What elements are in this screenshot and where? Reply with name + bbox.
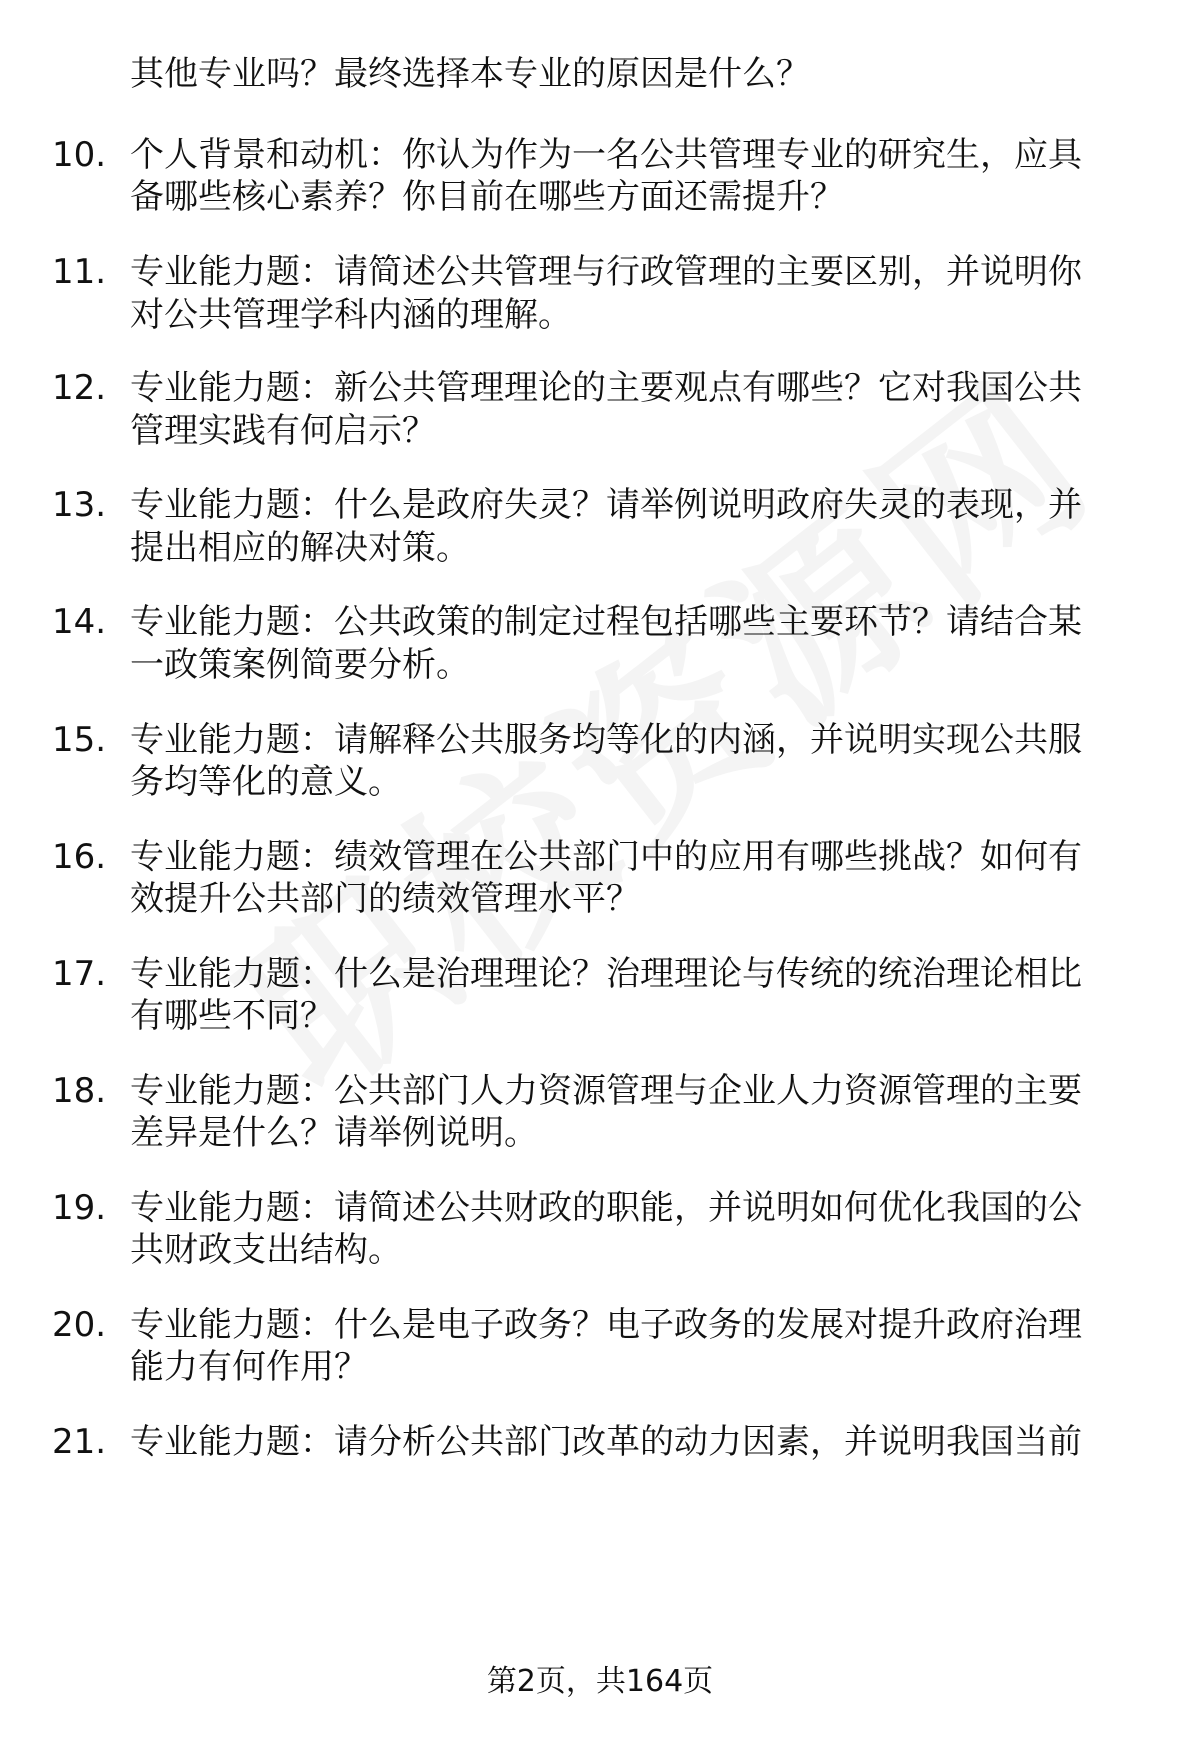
item-number: 13. <box>52 485 107 525</box>
item-number: 19. <box>52 1188 107 1228</box>
item-text-line1: 专业能力题：新公共管理理论的主要观点有哪些？它对我国公共 <box>130 368 1082 408</box>
item-text-line1: 专业能力题：公共部门人力资源管理与企业人力资源管理的主要 <box>130 1071 1082 1111</box>
item-text-line2: 有哪些不同？ <box>130 996 334 1036</box>
item-number: 21. <box>52 1422 107 1462</box>
item-text-line1: 专业能力题：请分析公共部门改革的动力因素，并说明我国当前 <box>130 1422 1082 1462</box>
item-text-line1: 专业能力题：请解释公共服务均等化的内涵，并说明实现公共服 <box>130 720 1082 760</box>
item-text-line2: 务均等化的意义。 <box>130 762 402 802</box>
item-number: 11. <box>52 252 107 292</box>
continuation-line: 其他专业吗？最终选择本专业的原因是什么？ <box>130 54 810 94</box>
item-text-line2: 管理实践有何启示？ <box>130 411 436 451</box>
item-text-line2: 差异是什么？请举例说明。 <box>130 1113 538 1153</box>
item-text-line1: 专业能力题：请简述公共管理与行政管理的主要区别，并说明你 <box>130 252 1082 292</box>
item-text-line2: 备哪些核心素养？你目前在哪些方面还需提升？ <box>130 177 844 217</box>
item-text-line1: 专业能力题：绩效管理在公共部门中的应用有哪些挑战？如何有 <box>130 837 1082 877</box>
item-text-line2: 提出相应的解决对策。 <box>130 528 470 568</box>
item-number: 18. <box>52 1071 107 1111</box>
item-text-line2: 效提升公共部门的绩效管理水平？ <box>130 879 640 919</box>
item-number: 12. <box>52 368 107 408</box>
item-text-line1: 专业能力题：什么是政府失灵？请举例说明政府失灵的表现，并 <box>130 485 1082 525</box>
item-text-line2: 对公共管理学科内涵的理解。 <box>130 295 572 335</box>
page-number-footer: 第2页，共164页 <box>486 1664 714 1699</box>
item-number: 20. <box>52 1305 107 1345</box>
item-number: 14. <box>52 602 107 642</box>
item-text-line1: 个人背景和动机：你认为作为一名公共管理专业的研究生，应具 <box>130 135 1082 175</box>
item-text-line1: 专业能力题：请简述公共财政的职能，并说明如何优化我国的公 <box>130 1188 1082 1228</box>
item-number: 15. <box>52 720 107 760</box>
item-text-line1: 专业能力题：公共政策的制定过程包括哪些主要环节？请结合某 <box>130 602 1082 642</box>
item-text-line2: 一政策案例简要分析。 <box>130 645 470 685</box>
item-text-line2: 能力有何作用？ <box>130 1347 368 1387</box>
item-number: 10. <box>52 135 107 175</box>
item-text-line2: 共财政支出结构。 <box>130 1230 402 1270</box>
item-number: 17. <box>52 954 107 994</box>
item-text-line1: 专业能力题：什么是电子政务？电子政务的发展对提升政府治理 <box>130 1305 1082 1345</box>
item-text-line1: 专业能力题：什么是治理理论？治理理论与传统的统治理论相比 <box>130 954 1082 994</box>
item-number: 16. <box>52 837 107 877</box>
